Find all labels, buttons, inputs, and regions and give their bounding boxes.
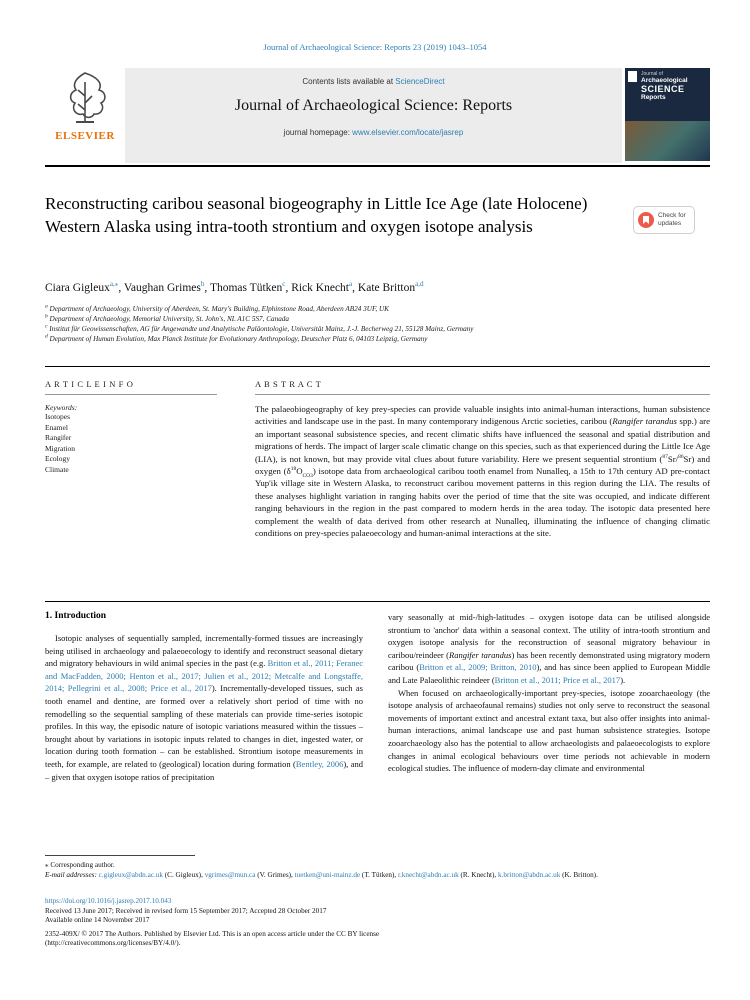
inline-link[interactable]: Bentley, 2006 xyxy=(295,758,344,769)
header-divider xyxy=(45,165,710,167)
abstract-heading-rule xyxy=(255,394,710,395)
text-segment: 18 xyxy=(290,466,297,473)
affiliation-text: Department of Archaeology, University of Aberdeen, St. Mary's Building, Elphinstone Road, Aberdeen AB24 3UF, UK xyxy=(47,305,389,313)
journal-citation-link[interactable]: Journal of Archaeological Science: Reports 23 (2019) 1043–1054 xyxy=(263,42,487,52)
issn-copyright-line: 2352-409X/ © 2017 The Authors. Published by Elsevier Ltd. This is an open access article under the CC BY license xyxy=(45,930,380,938)
badge-line-1: Check for xyxy=(658,212,686,220)
body-column-left xyxy=(45,611,363,783)
affiliation-a xyxy=(45,304,705,314)
article-info-section xyxy=(45,379,217,475)
affiliations xyxy=(45,304,705,344)
info-section-top-divider xyxy=(45,366,710,367)
homepage-line xyxy=(125,128,622,137)
cover-line-3: SCIENCE xyxy=(641,84,685,94)
journal-masthead xyxy=(45,68,710,163)
contents-prefix: Contents lists available at xyxy=(302,77,396,86)
inline-link[interactable]: a,d xyxy=(415,280,424,289)
text-segment: 86 xyxy=(678,453,684,460)
text-segment: ). Incrementally-developed tissues, such as tooth enamel and dentine, are formed over a relatively short period of time with no remodelling so the sequential sampling of these materials can provide time-series isotopic profiles. In this way, the episodic nature of isotopic variations measured within the tissues – brought about by variations in isotopic inputs related to changes in diet, ingested water, or location during tooth formation – can be established. Strontium isotope measurements in teeth, for example, are related to (geological) location during formation ( xyxy=(45,683,363,769)
inline-link[interactable]: tuetken@uni-mainz.de xyxy=(294,871,361,879)
inline-link[interactable]: r.knecht@abdn.ac.uk xyxy=(397,871,459,879)
text-segment: ), and – given that oxygen isotope ratios of precipitation xyxy=(45,758,364,782)
received-dates: Received 13 June 2017; Received in revised form 15 September 2017; Accepted 28 October 2017 xyxy=(45,907,327,915)
abstract-text xyxy=(255,403,710,539)
inline-link[interactable]: Britton et al., 2009; Britton, 2010 xyxy=(419,662,537,673)
elsevier-logo xyxy=(45,68,125,163)
inline-link[interactable]: a xyxy=(349,280,353,289)
affiliation-marker: d xyxy=(45,333,48,340)
keyword-migration: Migration xyxy=(45,443,75,453)
text-segment: (K. Britton). xyxy=(560,871,598,879)
text-segment: Isotopic analyses of sequentially sampled, incrementally-formed tissues are increasingly being utilised in archaeology and palaeoecology to identify and reconstruct seasonal dietary and migratory behaviours in wild animal species in the past (e.g. xyxy=(45,633,363,669)
keyword-ecology: Ecology xyxy=(45,454,70,463)
affiliation-text: Department of Human Evolution, Max Planck Institute for Evolutionary Anthropology, Deutscher Platz 6, 04103 Leipzig, Germany xyxy=(47,335,428,343)
text-segment: CO3 xyxy=(302,472,313,479)
text-segment: Sr/ xyxy=(667,453,679,464)
elsevier-tree-icon xyxy=(62,70,108,130)
doi-link[interactable]: https://doi.org/10.1016/j.jasrep.2017.10.043 xyxy=(45,897,172,905)
text-segment: O xyxy=(296,466,303,477)
inline-link[interactable]: Britton et al., 2011; Feranec and MacFadden, 2000; Henton et al., 2017; Julien et al., 2012; Metcalfe and Longstaffe, 2014; Pellegrini et al., 2008; Price et al., 2017 xyxy=(45,658,363,694)
keyword-climate: Climate xyxy=(45,464,69,474)
affiliation-d xyxy=(45,334,705,344)
section-1-heading: 1. Introduction xyxy=(45,611,107,621)
text-segment: ). xyxy=(620,674,626,685)
text-segment: ) has been recently demonstrated using migratory modern caribou ( xyxy=(388,649,710,673)
text-segment: spp.) are an important seasonal subsistence species, and recent climatic shifts have influenced the seasonal and spatial distribution and migrations of herds. The impact of larger scale climatic change on this species, such as that experienced during the Little Ice Age (LIA), is not known, but may provide vital clues about future variability. Here we present sequential strontium ( xyxy=(255,416,710,464)
text-segment: , Kate Britton xyxy=(352,282,416,294)
elsevier-wordmark: ELSEVIER xyxy=(55,130,115,142)
check-for-updates-badge[interactable] xyxy=(633,206,695,234)
text-segment: 87 xyxy=(662,453,668,460)
text-segment: vary seasonally at mid-/high-latitudes – oxygen isotope data can be utilised alongside strontium to 'anchor' data within a seasonal context. The utility of intra-tooth strontium and oxygen isotope analysis for the reconstruction of seasonal migratory behaviour in caribou/reindeer ( xyxy=(388,612,710,660)
license-url-line: (http://creativecommons.org/licenses/BY/4.0/). xyxy=(45,939,181,947)
available-online-date: Available online 14 November 2017 xyxy=(45,916,150,924)
inline-link[interactable]: vgrimes@mun.ca xyxy=(204,871,256,879)
cover-line-2: Archaeological xyxy=(641,77,688,84)
inline-link[interactable]: Britton et al., 2011; Price et al., 2017 xyxy=(494,674,621,685)
inline-link[interactable]: a,⁎ xyxy=(109,280,119,289)
cover-line-4: Reports xyxy=(641,94,666,101)
cover-elsevier-mini-logo xyxy=(628,71,637,82)
article-info-heading-rule xyxy=(45,394,217,395)
corresponding-author-note: ⁎ Corresponding author. xyxy=(45,861,115,869)
contents-line xyxy=(125,68,622,86)
keyword-enamel: Enamel xyxy=(45,422,68,432)
cover-photo xyxy=(625,121,710,161)
journal-title: Journal of Archaeological Science: Reports xyxy=(234,97,513,114)
journal-cover-thumbnail xyxy=(625,68,710,161)
text-segment: , Vaughan Grimes xyxy=(118,282,201,294)
intro-paragraph-1 xyxy=(45,632,363,783)
body-column-right xyxy=(388,611,710,775)
check-for-updates-label xyxy=(658,212,686,228)
text-segment: (T. Tütken), xyxy=(360,871,398,879)
keywords-label: Keywords: xyxy=(45,403,78,412)
text-segment: Rangifer tarandus xyxy=(612,416,677,427)
text-segment: (C. Gigleux), xyxy=(162,871,205,879)
info-section-bottom-divider xyxy=(45,601,710,602)
inline-link[interactable]: c.gigleux@abdn.ac.uk xyxy=(98,871,163,879)
email-addresses xyxy=(45,871,710,881)
abstract-section xyxy=(255,379,710,539)
text-segment: Sr) and oxygen (δ xyxy=(255,453,710,477)
badge-line-2: updates xyxy=(658,220,682,227)
text-segment: ), and has since been applied to European Middle and Late Palaeolithic reindeer ( xyxy=(388,662,710,685)
text-segment: (V. Grimes), xyxy=(255,871,295,879)
cover-line-1: Journal of xyxy=(641,71,663,77)
affiliation-c xyxy=(45,324,705,334)
article-title: Reconstructing caribou seasonal biogeography in Little Ice Age (late Holocene) Western Alaska using intra-tooth strontium and oxygen isotope analysis xyxy=(45,194,588,237)
homepage-prefix: journal homepage: xyxy=(283,128,353,137)
crossmark-icon xyxy=(638,212,654,228)
affiliation-marker: b xyxy=(45,313,48,320)
footnote-divider xyxy=(45,855,195,856)
intro-paragraph-2 xyxy=(388,687,710,775)
inline-link[interactable]: b xyxy=(200,280,205,289)
text-segment: , Rick Knecht xyxy=(285,282,349,294)
sciencedirect-link[interactable]: ScienceDirect xyxy=(395,77,445,86)
keyword-rangifer: Rangifer xyxy=(45,433,72,442)
affiliation-marker: a xyxy=(45,303,48,310)
text-segment: , Thomas Tütken xyxy=(204,282,283,294)
text-segment: Rangifer tarandus xyxy=(449,649,512,660)
keyword-isotopes: Isotopes xyxy=(45,412,70,421)
inline-link[interactable]: k.britton@abdn.ac.uk xyxy=(498,871,561,879)
text-segment: E-mail addresses: xyxy=(45,871,99,879)
masthead-panel xyxy=(125,68,622,163)
affiliation-marker: c xyxy=(45,323,48,330)
text-segment: ) isotope data from archaeological caribou tooth enamel from Nunalleq, a 15th to 17th century AD pre-contact Yup'ik village site in Western Alaska, to reconstruct caribou movement patterns in this region during the LIA. The results of these analyses highlight variation in ranging habits over the period of time that the site was occupied, and indicate different ranging behaviours in the region in the past compared to modern herds in the area today. The isotopic data presented here complement the wealth of data derived from other research at Nunalleq, illuminating the influence of changing climatic conditions on prey-species palaeoecology and human-animal interactions at the site. xyxy=(255,466,711,539)
affiliation-text: Department of Archaeology, Memorial University, St. John's, NL A1C 5S7, Canada xyxy=(47,315,289,323)
text-segment: (R. Knecht), xyxy=(458,871,499,879)
article-info-heading: A R T I C L E I N F O xyxy=(45,379,134,389)
text-segment: Ciara Gigleux xyxy=(45,282,110,294)
intro-paragraph-1-continued xyxy=(388,611,710,687)
abstract-heading: A B S T R A C T xyxy=(255,379,322,389)
author-list xyxy=(45,282,695,294)
journal-homepage-link[interactable]: www.elsevier.com/locate/jasrep xyxy=(352,128,464,137)
affiliation-b xyxy=(45,314,705,324)
text-segment: The palaeobiogeography of key prey-species can provide valuable insights into animal-human interactions, human subsistence activities and landscape use in the past. In many contemporary indigenous Arctic societies, caribou ( xyxy=(255,404,710,427)
affiliation-text: Institut für Geowissenschaften, AG für Angewandte und Analytische Paläontologie, Universität Mainz, J.-J. Becherweg 21, 55128 Mainz, Germany xyxy=(47,325,474,333)
text-segment: When focused on archaeologically-important prey-species, isotope zooarchaeology (the isotope analysis of archaeofaunal remains) studies not only serve to reconstruct the seasonal movements of important extinct and ancestral extant taxa, but also offer insights into animal-human interactions, animal landscape use and past human subsistence strategies. Isotope zooarchaeology also has the potential to allow archaeologists and palaeoecologists to explore changes in animal ecological behaviours over time periods not achievable in modern ecological studies. The influence of modern-day climate and environmental xyxy=(388,687,710,774)
inline-link[interactable]: c xyxy=(282,280,286,289)
